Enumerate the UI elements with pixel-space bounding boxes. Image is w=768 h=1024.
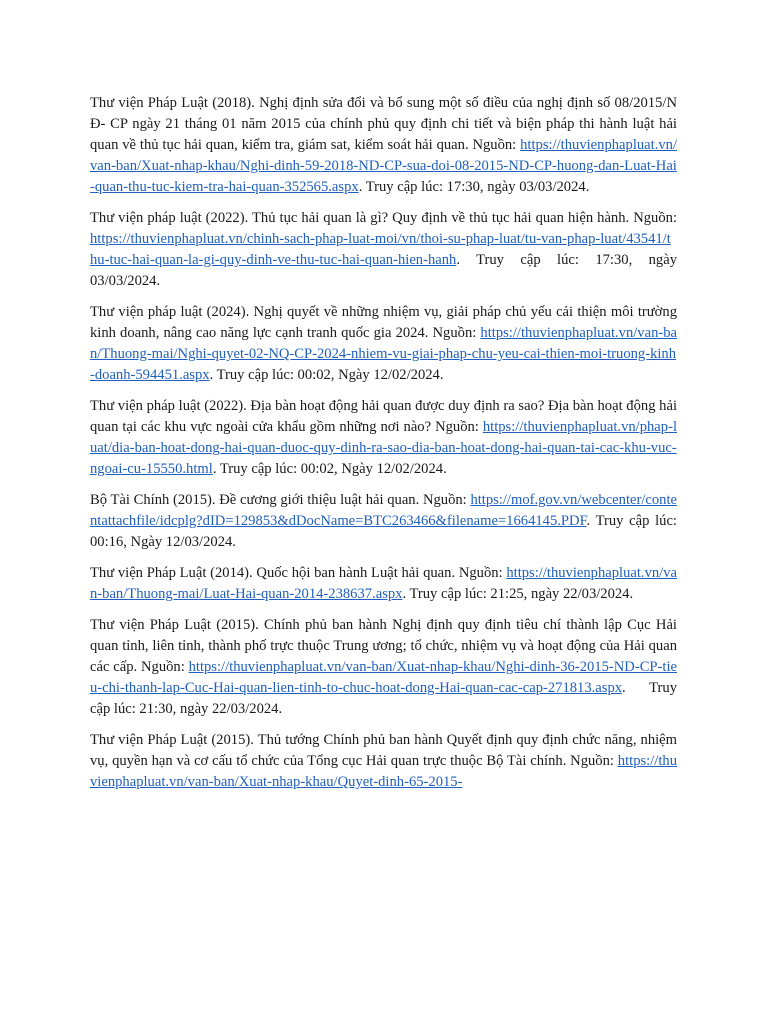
reference-access-date: . Truy cập lúc: 00:02, Ngày 12/02/2024.	[209, 367, 444, 383]
reference-link[interactable]: https://thuvienphapluat.vn/van-ban/Xuat-nhap-khau/Nghi-dinh-36-2015-ND-CP-tieu-chi-thanh-lap-Cuc-Hai-quan-lien-tinh-to-chuc-hoat-dong-Hai-quan-cac-cap-271813.aspx	[90, 659, 677, 696]
reference-access-date: . Truy cập lúc: 17:30, ngày 03/03/2024.	[90, 252, 677, 289]
reference-entry	[90, 93, 677, 198]
reference-text: Thư viện Pháp Luật (2018). Nghị định sửa đổi và bổ sung một số điều của nghị định số 08/2015/N Đ- CP ngày 21 tháng 01 năm 2015 của chính phủ quy định chi tiết và biện pháp thi hành luật hải quan về thủ tục hải quan, kiểm tra, giám sat, kiểm soát hải quan. Nguồn:	[90, 95, 677, 153]
reference-link[interactable]: https://mof.gov.vn/webcenter/contentattachfile/idcplg?dID=129853&dDocName=BTC263466&filename=1664145.PDF	[90, 492, 677, 529]
reference-access-date: . Truy cập lúc: 21:25, ngày 22/03/2024.	[402, 586, 634, 602]
reference-text: Thư viện Pháp Luật (2015). Chính phủ ban hành Nghị định quy định tiêu chí thành lập Cục Hải quan tỉnh, liên tỉnh, thành phố trực thuộc Trung ương; tổ chức, nhiệm vụ và hoạt động của Hải quan các cấp. Nguồn:	[90, 617, 677, 675]
reference-entry	[90, 730, 677, 793]
reference-entry	[90, 302, 677, 386]
reference-link[interactable]: https://thuvienphapluat.vn/chinh-sach-phap-luat-moi/vn/thoi-su-phap-luat/tu-van-phap-luat/43541/thu-tuc-hai-quan-la-gi-quy-dinh-ve-thu-tuc-hai-quan-hien-hanh	[90, 231, 671, 268]
reference-text: Thư viện Pháp Luật (2015). Thủ tướng Chính phủ ban hành Quyết định quy định chức năng, nhiệm vụ, quyền hạn và cơ cấu tổ chức của Tổng cục Hải quan trực thuộc Bộ Tài chính. Nguồn:	[90, 732, 677, 769]
reference-access-date: . Truy cập lúc: 21:30, ngày 22/03/2024.	[90, 680, 677, 717]
reference-text: Thư viện pháp luật (2022). Thủ tục hải quan là gì? Quy định về thủ tục hải quan hiện hành. Nguồn:	[90, 210, 677, 226]
reference-link[interactable]: https://thuvienphapluat.vn/phap-luat/dia-ban-hoat-dong-hai-quan-duoc-quy-dinh-ra-sao-dia-ban-hoat-dong-hai-quan-tai-cac-khu-vuc-ngoai-cu-15550.html	[90, 419, 677, 477]
reference-link[interactable]: https://thuvienphapluat.vn/van-ban/Thuong-mai/Nghi-quyet-02-NQ-CP-2024-nhiem-vu-giai-phap-chu-yeu-cai-thien-moi-truong-kinh-doanh-594451.aspx	[90, 325, 677, 383]
reference-link[interactable]: https://thuvienphapluat.vn/van-ban/Xuat-nhap-khau/Nghi-dinh-59-2018-ND-CP-sua-doi-08-2015-ND-CP-huong-dan-Luat-Hai-quan-thu-tuc-kiem-tra-hai-quan-352565.aspx	[90, 137, 677, 195]
reference-link[interactable]: https://thuvienphapluat.vn/van-ban/Xuat-nhap-khau/Quyet-dinh-65-2015-	[90, 753, 677, 790]
reference-access-date: . Truy cập lúc: 17:30, ngày 03/03/2024.	[358, 179, 590, 195]
reference-text: Bộ Tài Chính (2015). Đề cương giới thiệu luật hải quan. Nguồn:	[90, 492, 471, 508]
reference-entry	[90, 396, 677, 480]
reference-access-date: . Truy cập lúc: 00:16, Ngày 12/03/2024.	[90, 513, 677, 550]
reference-list	[90, 93, 677, 803]
reference-text: Thư viện pháp luật (2024). Nghị quyết về những nhiệm vụ, giải pháp chủ yếu cải thiện môi trường kinh doanh, nâng cao năng lực cạnh tranh quốc gia 2024. Nguồn:	[90, 304, 677, 341]
reference-access-date: . Truy cập lúc: 00:02, Ngày 12/02/2024.	[212, 461, 447, 477]
reference-link[interactable]: https://thuvienphapluat.vn/van-ban/Thuong-mai/Luat-Hai-quan-2014-238637.aspx	[90, 565, 677, 602]
reference-entry	[90, 490, 677, 553]
reference-entry	[90, 563, 677, 605]
reference-text: Thư viện pháp luật (2022). Địa bàn hoạt động hải quan được duy định ra sao? Địa bàn hoạt động hải quan tại các khu vực ngoài cửa khẩu gồm những nơi nào? Nguồn:	[90, 398, 677, 435]
reference-entry	[90, 208, 677, 292]
reference-entry	[90, 615, 677, 720]
reference-text: Thư viện Pháp Luật (2014). Quốc hội ban hành Luật hải quan. Nguồn:	[90, 565, 507, 581]
